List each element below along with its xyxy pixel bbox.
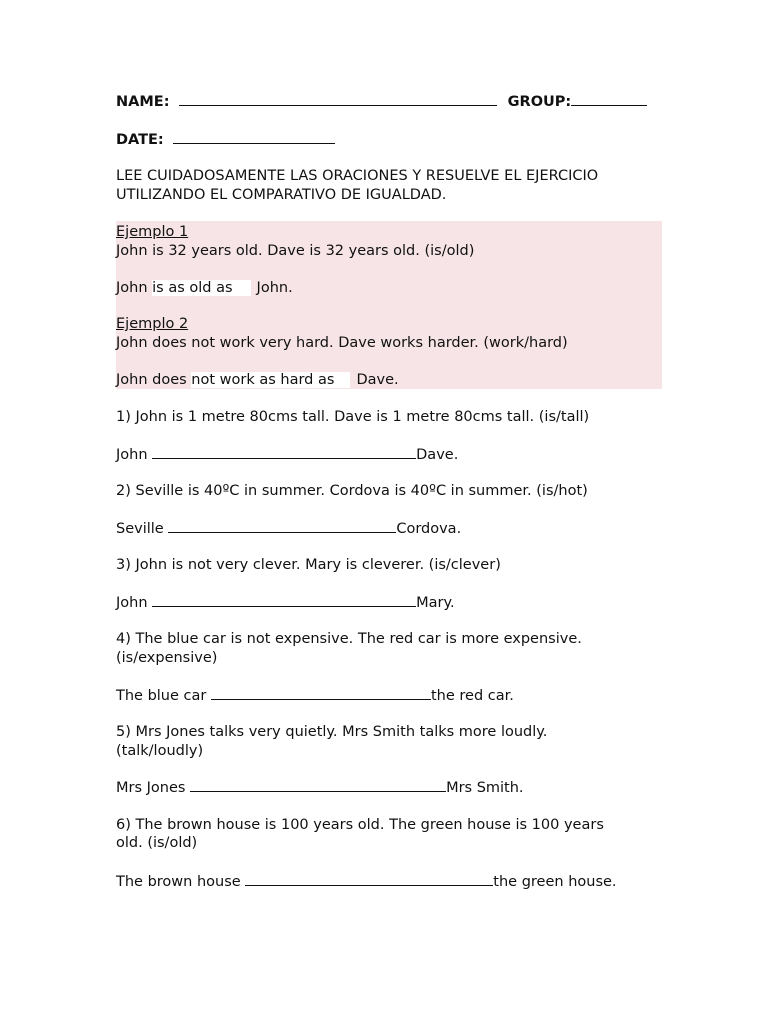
exercise-2-answer: Seville Cordova. [116,521,462,537]
name-label: NAME: [116,94,170,110]
example-1-fill: is as old as [152,280,250,296]
exercise-4-answer: The blue car the red car. [116,688,514,704]
example-1-prompt: John is 32 years old. Dave is 32 years old. (is/old) [116,243,475,259]
example-1-title: Ejemplo 1 [116,224,189,240]
exercise-3-prompt: 3) John is not very clever. Mary is cleverer. (is/clever) [116,557,501,573]
exercise-2-prompt: 2) Seville is 40ºC in summer. Cordova is 40ºC in summer. (is/hot) [116,483,588,499]
example-2-prompt: John does not work very hard. Dave works harder. (work/hard) [116,335,568,351]
exercise-5-prompt-line-2: (talk/loudly) [116,743,204,759]
exercise-6-prompt-line-2: old. (is/old) [116,835,198,851]
date-blank[interactable] [173,130,335,144]
exercise-4-prompt-line-1: 4) The blue car is not expensive. The red car is more expensive. [116,631,582,647]
example-2-title: Ejemplo 2 [116,316,189,332]
exercise-6-answer: The brown house the green house. [116,874,617,890]
exercise-3-blank[interactable] [152,593,416,607]
exercise-5-answer: Mrs Jones Mrs Smith. [116,780,524,796]
exercise-1-blank[interactable] [152,445,416,459]
name-row [116,92,647,111]
exercise-1-answer: John Dave. [116,447,459,463]
date-label: DATE: [116,132,164,148]
exercise-1-prompt: 1) John is 1 metre 80cms tall. Dave is 1 metre 80cms tall. (is/tall) [116,409,590,425]
exercise-2-blank[interactable] [168,519,396,533]
group-label: GROUP: [507,94,572,110]
exercise-5-prompt-line-1: 5) Mrs Jones talks very quietly. Mrs Smith talks more loudly. [116,724,548,740]
example-1-answer: John is as old as John. [116,280,293,296]
exercise-5-blank[interactable] [190,778,446,792]
exercise-6-blank[interactable] [245,872,493,886]
name-blank[interactable] [179,92,497,106]
date-row [116,130,335,149]
group-blank[interactable] [571,92,647,106]
instructions-line-1: LEE CUIDADOSAMENTE LAS ORACIONES Y RESUELVE EL EJERCICIO [116,168,599,184]
example-2-answer: John does not work as hard as Dave. [116,372,399,388]
exercise-4-prompt-line-2: (is/expensive) [116,650,218,666]
exercise-3-answer: John Mary. [116,595,455,611]
instructions-line-2: UTILIZANDO EL COMPARATIVO DE IGUALDAD. [116,187,447,203]
exercise-6-prompt-line-1: 6) The brown house is 100 years old. The green house is 100 years [116,817,604,833]
exercise-4-blank[interactable] [211,686,431,700]
example-2-fill: not work as hard as [191,372,350,388]
